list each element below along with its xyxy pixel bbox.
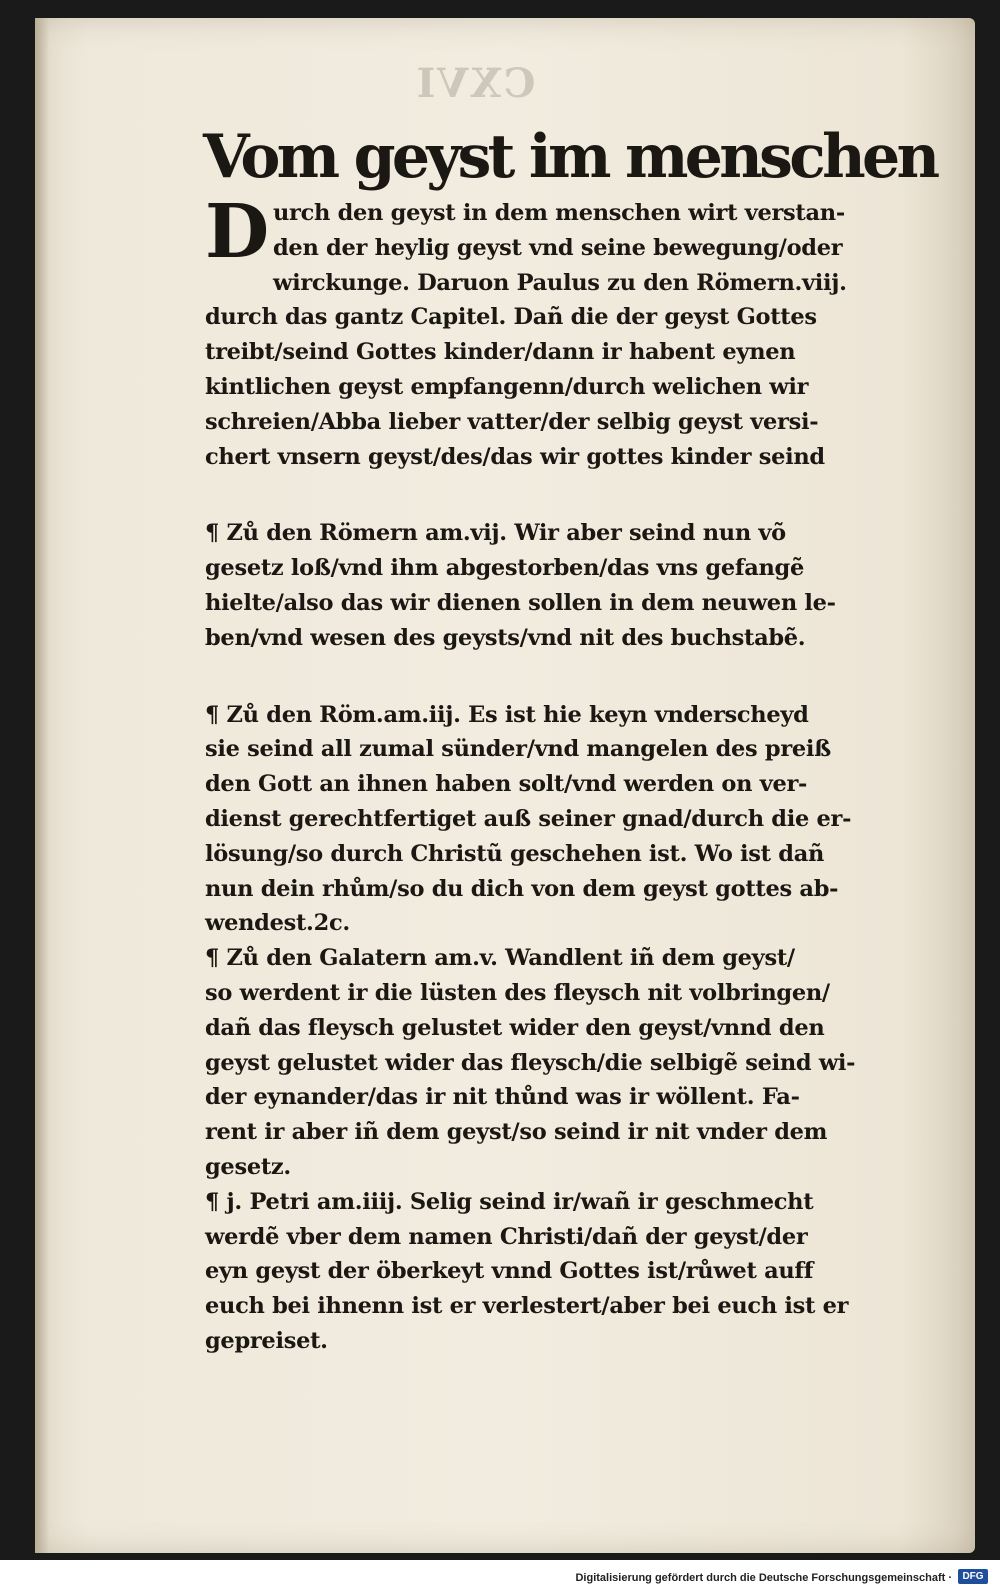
text-line: sie seind all zumal sünder/vnd mangelen des preiß <box>205 736 831 763</box>
text-line: so werdent ir die lüsten des fleysch nit volbringen/ <box>205 979 830 1006</box>
text-line: den der heylig geyst vnd seine bewegung/oder <box>273 234 843 261</box>
text-line: der eynander/das ir nit thůnd was ir wöllent. Fa- <box>205 1084 800 1111</box>
text-line: durch das gantz Capitel. Dañ die der geyst Gottes <box>205 304 817 331</box>
paragraph-1 <box>205 189 940 474</box>
text-line: ¶ Zů den Römern am.vij. Wir aber seind nun võ <box>205 520 786 547</box>
text-line: werdẽ vber dem namen Christi/dañ der geyst/der <box>205 1223 808 1250</box>
text-line: dañ das fleysch gelustet wider den geyst/vnnd den <box>205 1014 825 1041</box>
text-line: dienst gerechtfertiget auß seiner gnad/durch die er- <box>205 805 852 832</box>
text-line: lösung/so durch Christũ geschehen ist. Wo ist dañ <box>205 840 825 867</box>
text-line: ¶ Zů den Galatern am.v. Wandlent iñ dem geyst/ <box>205 945 795 972</box>
paragraph-4 <box>205 941 940 1185</box>
paragraph-5 <box>205 1185 940 1359</box>
text-line: rent ir aber iñ dem geyst/so seind ir nit vnder dem <box>205 1119 828 1146</box>
text-line: gepreiset. <box>205 1327 328 1354</box>
paragraph-3 <box>205 698 940 942</box>
funding-credit: Digitalisierung gefördert durch die Deutsche Forschungsgemeinschaft · <box>575 1572 952 1584</box>
page-heading: Vom geyst im menschen <box>203 122 937 192</box>
text-line: ¶ Zů den Röm.am.iij. Es ist hie keyn vnderscheyd <box>205 701 809 728</box>
text-line: hielte/also das wir dienen sollen in dem neuwen le- <box>205 589 836 616</box>
text-line: wirckunge. Daruon Paulus zu den Römern.viij. <box>273 269 847 296</box>
text-line: ben/vnd wesen des geysts/vnd nit des buchstabẽ. <box>205 624 806 651</box>
text-line: treibt/seind Gottes kinder/dann ir habent eynen <box>205 339 796 366</box>
paragraph-gap <box>205 474 940 516</box>
text-line: ¶ j. Petri am.iiij. Selig seind ir/wañ ir geschmecht <box>205 1188 814 1215</box>
text-line: chert vnsern geyst/des/das wir gottes kinder seind <box>205 443 825 470</box>
text-line: schreien/Abba lieber vatter/der selbig geyst versi- <box>205 408 819 435</box>
text-line: geyst gelustet wider das fleysch/die selbigẽ seind wi- <box>205 1049 856 1076</box>
text-line: kintlichen geyst empfangenn/durch welichen wir <box>205 373 809 400</box>
text-line: eyn geyst der öberkeyt vnnd Gottes ist/růwet auff <box>205 1258 814 1285</box>
paragraph-2 <box>205 516 940 655</box>
drop-cap-initial: D <box>205 189 269 275</box>
paragraph-gap <box>205 656 940 698</box>
page-gutter-shadow <box>35 18 49 1553</box>
text-line: euch bei ihnenn ist er verlestert/aber bei euch ist er <box>205 1293 849 1320</box>
main-text-block <box>205 120 940 1359</box>
show-through-running-head: CXVI <box>414 60 536 107</box>
dfg-logo: DFG <box>958 1569 988 1584</box>
text-line: gesetz. <box>205 1153 291 1180</box>
text-line: gesetz loß/vnd ihm abgestorben/das vns gefangẽ <box>205 555 805 582</box>
text-line: nun dein rhům/so du dich von dem geyst gottes ab- <box>205 875 839 902</box>
text-line: urch den geyst in dem menschen wirt verstan- <box>273 200 845 226</box>
text-line: den Gott an ihnen haben solt/vnd werden on ver- <box>205 771 808 798</box>
text-line: wendest.2c. <box>205 910 350 937</box>
